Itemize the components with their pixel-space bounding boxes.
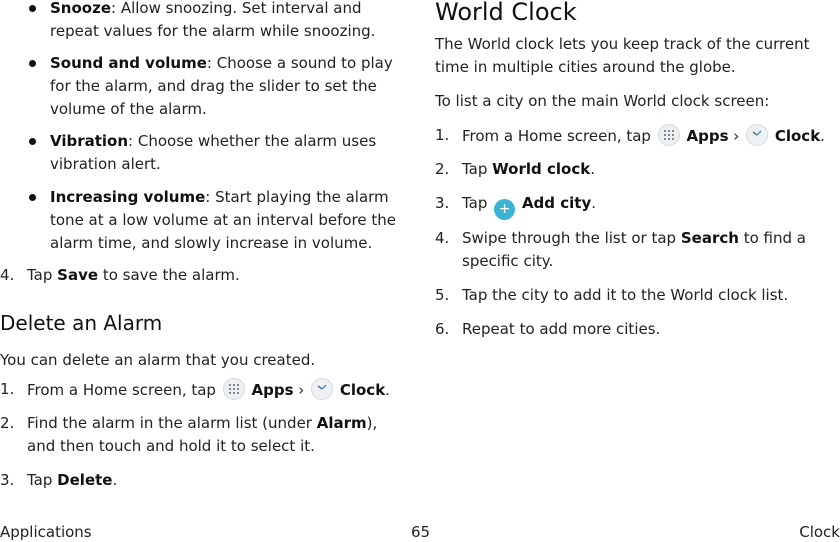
section-intro: You can delete an alarm that you created. [0,351,316,369]
section-intro: The World clock lets you keep track of the current time in multiple cities around the globe. [435,35,810,76]
bullet [29,194,36,201]
description: : Choose whether the alarm uses vibration alert. [50,132,377,173]
delete-label: Delete [57,471,113,489]
description: : Allow snoozing. Set interval and repeat values for the alarm while snoozing. [50,0,376,40]
add-circle-icon: + [494,199,515,220]
separator: › [293,381,310,399]
apps-label: Apps [686,127,729,145]
save-label: Save [57,266,99,284]
step-number: 4. [435,229,450,247]
footer-chapter: Clock [799,523,840,541]
description: : Choose a sound to play for the alarm, and drag the slider to set the volume of the alarm. [50,54,393,118]
apps-grid-icon [223,378,245,400]
add-city-label: Add city [521,194,592,212]
search-label: Search [680,229,739,247]
step-text: ), and then touch and hold it to select it. [27,414,378,455]
step-text: . [385,381,390,399]
step-number: 5. [435,286,450,304]
clock-label: Clock [774,127,821,145]
step-text: . [590,160,595,178]
world-clock-label: World clock [492,160,591,178]
clock-icon [311,378,333,400]
step-text: to save the alarm. [98,266,240,284]
term: Vibration [50,132,129,150]
step-text: Find the alarm in the alarm list (under [27,414,317,432]
step-text: . [820,127,825,145]
step-number: 3. [435,194,450,212]
step-text: to find a specific city. [462,229,806,270]
separator: › [728,127,745,145]
step-number: 2. [435,160,450,178]
step-number: 6. [435,320,450,338]
bullet [29,5,36,12]
clock-icon [746,124,768,146]
term: Snooze [50,0,111,17]
apps-grid-icon [658,124,680,146]
step-text: . [591,194,597,212]
step-text: Tap [27,266,58,284]
step-text: Tap [462,194,493,212]
step-text: . [112,471,118,489]
step-text: Tap [27,471,58,489]
clock-label: Clock [339,381,386,399]
step-number: 2. [0,414,15,432]
step-number: 1. [0,380,15,398]
step-number: 1. [435,126,450,144]
step-text: Repeat to add more cities. [462,320,661,338]
alarm-label: Alarm [316,414,367,432]
page-title: World Clock [435,0,577,26]
page-number: 65 [411,523,431,541]
step-text: Tap the city to add it to the World clock list. [462,286,789,304]
section-heading: Delete an Alarm [0,311,163,335]
lead-text: To list a city on the main World clock screen: [435,92,770,110]
step-number: 3. [0,471,15,489]
bullet [29,138,36,145]
term: Sound and volume [50,54,207,72]
footer-section: Applications [0,523,92,541]
step-text: From a Home screen, tap [462,127,656,145]
step-number: 4. [0,266,15,284]
term: Increasing volume [50,188,206,206]
description: : Start playing the alarm tone at a low volume at an interval before the alarm time, and slowly increase in volume. [50,188,397,252]
step-text: Swipe through the list or tap [462,229,681,247]
bullet [29,60,36,67]
step-text: Tap [462,160,493,178]
apps-label: Apps [251,381,294,399]
step-text: From a Home screen, tap [27,381,221,399]
